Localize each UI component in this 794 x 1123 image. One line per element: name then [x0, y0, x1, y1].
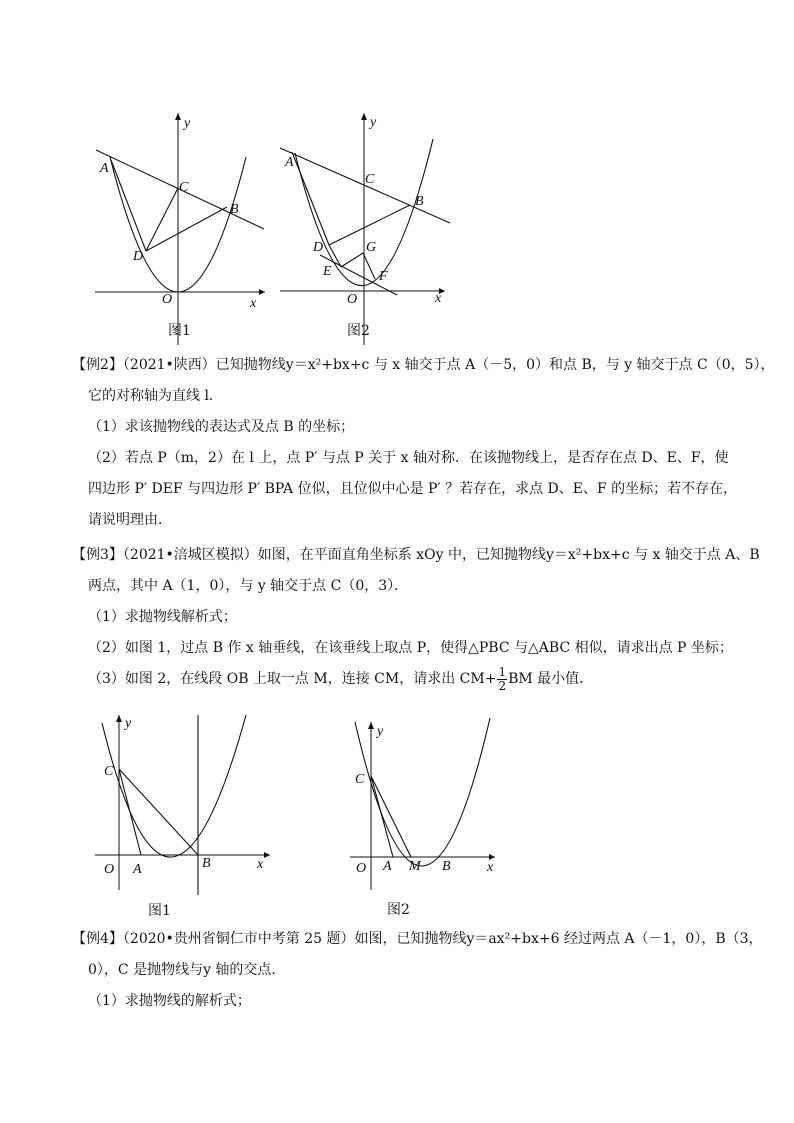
origin-label: O: [347, 292, 358, 307]
point-a-label: A: [285, 155, 294, 170]
figure-caption: 图1: [148, 903, 171, 919]
point-c-label: C: [365, 172, 375, 187]
point-b-label: B: [442, 859, 451, 874]
x-axis-label: x: [257, 857, 264, 872]
origin-label: O: [162, 292, 173, 307]
point-d-label: D: [133, 249, 144, 264]
y-axis-arrow-icon: [361, 113, 367, 120]
example-2-question-1: （1）求该抛物线的表达式及点 B 的坐标；: [88, 419, 355, 435]
top-figure-1-diagram: [80, 105, 280, 345]
point-b-label: B: [202, 856, 211, 871]
segment-db: [329, 205, 410, 245]
example-4-line-2: 0），C 是抛物线与y 轴的交点．: [88, 962, 286, 978]
x-axis-label: x: [250, 296, 257, 311]
y-axis-label: y: [125, 716, 132, 731]
segment-cb: [119, 769, 198, 855]
mid-figure-2: [345, 710, 545, 925]
segment-db: [146, 207, 227, 251]
figure-caption: 图2: [347, 323, 370, 339]
point-c-label: C: [355, 772, 365, 787]
example-4-line-1: （2020•贵州省铜仁市中考第 25 题）如图，已知抛物线y＝ax²+bx+6 经过两点 A（－1，0），B（3，: [122, 931, 763, 947]
example-2-line-2: 它的对称轴为直线 l．: [88, 388, 223, 404]
point-a-label: A: [383, 859, 392, 874]
y-axis-arrow-icon: [175, 113, 181, 120]
mid-figure-1-diagram: [90, 705, 290, 925]
x-axis-label: x: [435, 291, 442, 306]
point-c-label: C: [179, 180, 189, 195]
example-4-question-1: （1）求抛物线的解析式；: [88, 993, 251, 1009]
point-b-label: B: [230, 202, 239, 217]
example-2-question-2-line-2: 四边形 P′ DEF 与四边形 P′ BPA 位似，且位似中心是 P′ ？若存在，求点 D、E、F 的坐标；若不存在，: [88, 481, 738, 497]
example-3-tag: 【例3】: [72, 547, 123, 563]
x-axis-label: x: [487, 860, 494, 875]
point-a-label: A: [100, 161, 109, 176]
example-2-tag: 【例2】: [72, 357, 123, 373]
segment-ca: [119, 769, 141, 855]
origin-label: O: [356, 861, 367, 876]
x-axis-arrow-icon: [264, 852, 270, 858]
y-axis-label: y: [377, 724, 384, 739]
example-2-line-1: （2021•陕西）已知抛物线y＝x²+bx+c 与 x 轴交于点 A（－5，0）和点 B，与 y 轴交于点 C（0，5），: [122, 357, 775, 373]
example-3-question-2: （2）如图 1，过点 B 作 x 轴垂线，在该垂线上取点 P，使得△PBC 与△ABC 相似，请求出点 P 坐标；: [88, 640, 733, 656]
example-4: [72, 924, 763, 1017]
example-3-line-2: 两点，其中 A（1，0），与 y 轴交于点 C（0，3）．: [88, 578, 409, 594]
point-d-label: D: [313, 240, 324, 255]
point-g-label: G: [366, 240, 377, 255]
point-c-label: C: [104, 764, 114, 779]
example-2-question-2-line-1: （2）若点 P（m，2）在 l 上，点 P′ 与点 P 关于 x 轴对称．在该抛物线上，是否存在点 D、E、F，使: [88, 450, 729, 466]
segment-ge: [341, 253, 363, 267]
segment-ad: [292, 152, 329, 245]
x-axis-arrow-icon: [259, 289, 265, 295]
example-3-question-3: （3）如图 2，在线段 OB 上取一点 M，连接 CM，请求出 CM+ $\frac{1}{2}$ BM 最小值．: [88, 664, 594, 693]
mid-figure-2-diagram: [345, 710, 545, 925]
point-e-label: E: [323, 264, 332, 279]
example-4-tag: 【例4】: [72, 931, 123, 947]
point-a-label: A: [133, 862, 142, 877]
example-2: [72, 350, 775, 536]
example-3-question-1: （1）求抛物线解析式；: [88, 609, 237, 625]
segment-ad: [111, 160, 146, 251]
y-axis-label: y: [184, 116, 191, 131]
fraction-one-half: $\frac{1}{2}$: [498, 664, 507, 693]
figure-caption: 图2: [387, 902, 410, 918]
example-3: [72, 540, 760, 695]
example-2-question-2-line-3: 请说明理由．: [88, 512, 172, 528]
figure-caption: 图1: [168, 323, 191, 339]
y-axis-arrow-icon: [116, 715, 122, 722]
mid-figure-1: [90, 705, 290, 925]
example-3-line-1: （2021•涪城区模拟）如图，在平面直角坐标系 xOy 中，已知抛物线y＝x²+bx+c 与 x 轴交于点 A、B: [122, 547, 760, 563]
origin-label: O: [104, 862, 115, 877]
top-figure-2-diagram: [275, 105, 475, 345]
segment-cm: [371, 776, 411, 857]
segment-gf: [363, 253, 375, 279]
point-m-label: M: [409, 859, 421, 874]
segment-dc: [146, 188, 178, 251]
segment-ca: [371, 776, 393, 857]
y-axis-label: y: [370, 115, 377, 130]
point-f-label: F: [379, 269, 388, 284]
y-axis-arrow-icon: [368, 722, 374, 729]
top-figure-1: [80, 105, 280, 345]
point-b-label: B: [415, 194, 424, 209]
top-figure-2: [275, 105, 475, 345]
